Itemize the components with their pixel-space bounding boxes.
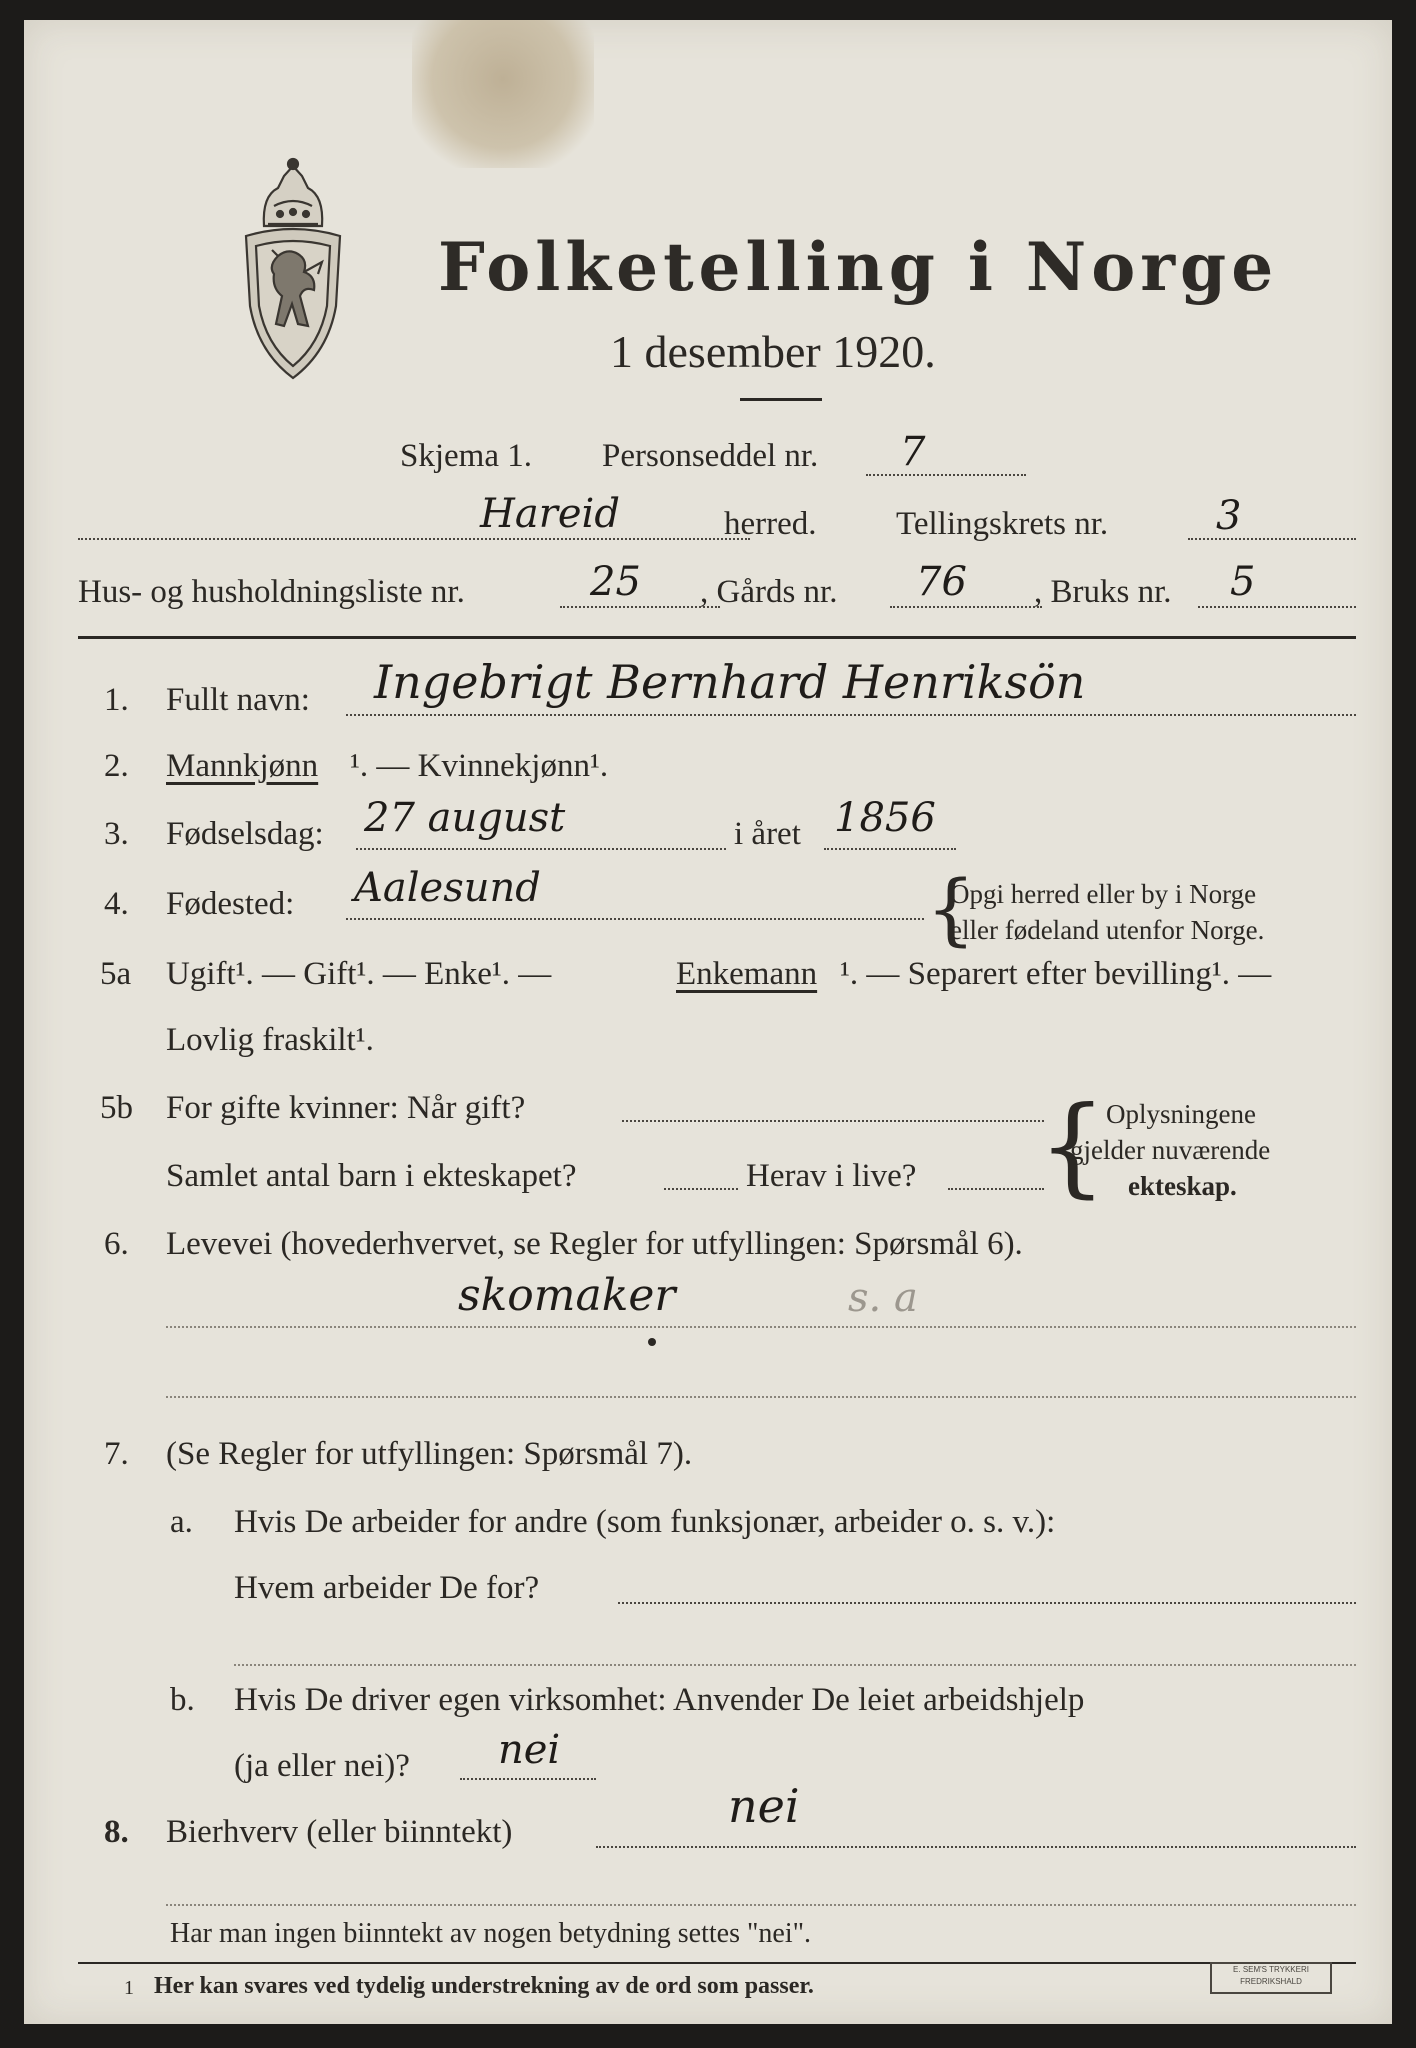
personseddel-value: 7 [900,429,926,475]
q4-note-line1: Opgi herred eller by i Norge [950,879,1257,909]
q5b-note-line2: gjelder nuværende [1070,1135,1271,1165]
q3-birthday: 27 august [364,795,566,841]
form-title: Folketelling i Norge [438,228,1279,306]
paper-stain [412,20,594,168]
q7b-answer: nei [498,1727,561,1773]
herred-value: Hareid [480,491,620,537]
q7a-extra-line [234,1664,1356,1666]
norwegian-lion-coat-of-arms-icon [238,156,348,382]
q1-line [346,714,1356,716]
q8-number: 8. [104,1814,129,1850]
q1-number: 1. [104,682,129,718]
q5b-children-label: Samlet antal barn i ekteskapet? [166,1158,577,1194]
schema-label: Skjema 1. [400,438,532,474]
printer-stamp-line1: E. SEM'S TRYKKERI [1233,1965,1309,1974]
q5b-note-line1: Oplysningene [1106,1099,1256,1129]
q5b-number: 5b [100,1090,133,1126]
q5a-options-start: Ugift¹. — Gift¹. — Enke¹. — [166,956,552,992]
q4-label: Fødested: [166,886,295,922]
q5b-note-line3: ekteskap. [1128,1171,1237,1201]
q3-line [356,848,726,850]
herred-label: herred. [724,506,817,542]
q6-line-2 [166,1396,1356,1398]
hus-value: 25 [590,559,641,605]
q5b-living-line [948,1188,1044,1190]
q5a-divorced-option: Lovlig fraskilt¹. [166,1022,374,1058]
title-divider [740,398,822,401]
gards-label: , Gårds nr. [700,574,838,610]
q4-line [346,918,924,920]
q6-number: 6. [104,1226,129,1262]
bruks-label: , Bruks nr. [1034,574,1172,610]
q5b-living-label: Herav i live? [746,1158,917,1194]
q6-occupation: skomaker [458,1270,676,1321]
q6-line-1 [166,1326,1356,1328]
q7-label: (Se Regler for utfyllingen: Spørsmål 7). [166,1436,693,1472]
q1-label: Fullt navn: [166,682,310,718]
q7a-employer-label: Hvem arbeider De for? [234,1570,540,1606]
q4-birthplace: Aalesund [354,865,541,911]
tellingskrets-label: Tellingskrets nr. [896,506,1109,542]
q4-brace: { [926,865,976,955]
q5b-married-line [622,1120,1044,1122]
q4-number: 4. [104,886,129,922]
q8-extra-line [166,1904,1356,1906]
hus-label: Hus- og husholdningsliste nr. [78,574,465,610]
q6-marginal-mark: s. a [848,1275,918,1321]
q5b-married-label: For gifte kvinner: Når gift? [166,1090,526,1126]
q7b-letter: b. [170,1682,195,1718]
ink-dot [648,1338,656,1346]
q5b-children-line [664,1188,738,1190]
q2-options-rest: ¹. — Kvinnekjønn¹. [350,748,609,784]
q5a-number: 5a [100,956,132,992]
q3-year-label: i året [734,816,801,852]
q2-male-option: Mannkjønn [166,748,319,784]
printer-stamp [1210,1962,1332,1994]
q7b-line [460,1778,596,1780]
gards-line [890,606,1042,608]
printer-stamp-line2: FREDRIKSHALD [1240,1977,1302,1986]
q7-number: 7. [104,1436,129,1472]
gards-value: 76 [916,559,967,605]
q3-year-line [824,848,956,850]
q3-number: 3. [104,816,129,852]
footnote-mark: 1 [124,1977,134,1999]
section-divider [78,636,1356,639]
q7b-question: Hvis De driver egen virksomhet: Anvender De leiet arbeidshjelp [234,1682,1085,1718]
q7b-yes-no-label: (ja eller nei)? [234,1748,410,1784]
bruks-value: 5 [1230,559,1256,605]
q8-answer: nei [728,1779,800,1833]
footnote-text: Her kan svares ved tydelig understrekning av de ord som passer. [154,1973,814,1999]
q7a-question: Hvis De arbeider for andre (som funksjonær, arbeider o. s. v.): [234,1504,1056,1540]
personseddel-line [866,474,1026,476]
q4-note-line2: eller fødeland utenfor Norge. [950,915,1265,945]
personseddel-label: Personseddel nr. [602,438,819,474]
q5a-options-end: ¹. — Separert efter bevilling¹. — [840,956,1272,992]
herred-line [78,538,750,540]
q2-number: 2. [104,748,129,784]
q3-year: 1856 [834,795,936,841]
census-date: 1 desember 1920. [610,326,936,377]
census-form-page [24,20,1392,2024]
q7a-employer-line [618,1602,1356,1604]
q8-label: Bierhverv (eller biinntekt) [166,1814,513,1850]
q5b-brace: { [1038,1084,1107,1209]
q5a-widower-option: Enkemann [676,956,818,992]
bruks-line [1198,606,1356,608]
q1-full-name: Ingebrigt Bernhard Henriksön [374,655,1086,709]
q3-label: Fødselsdag: [166,816,324,852]
footnote-divider [78,1962,1356,1964]
tellingskrets-value: 3 [1216,493,1242,539]
hus-line [560,606,720,608]
q6-label: Levevei (hovederhvervet, se Regler for utfyllingen: Spørsmål 6). [166,1226,1023,1262]
q8-note: Har man ingen biinntekt av nogen betydning settes "nei". [170,1918,812,1949]
tellingskrets-line [1188,538,1356,540]
q7a-letter: a. [170,1504,193,1540]
q8-line [596,1846,1356,1848]
